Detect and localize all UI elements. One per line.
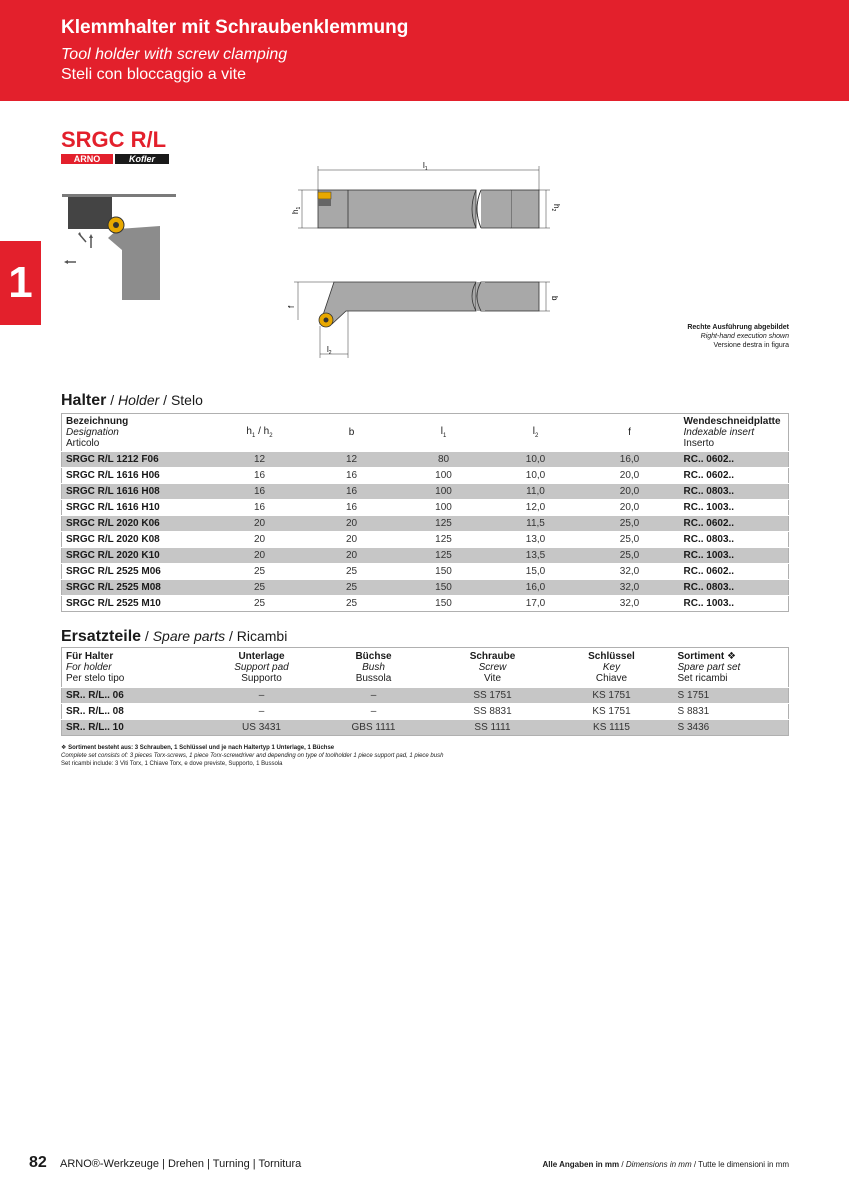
cell-code: SRGC R/L 1616 H06 xyxy=(62,468,212,484)
cell-l1: 125 xyxy=(396,516,492,532)
workpiece-edge xyxy=(62,194,176,197)
page-header xyxy=(0,0,849,101)
table-row xyxy=(62,548,789,564)
cell-f: 25,0 xyxy=(580,516,680,532)
dim-h2: $h_2$ xyxy=(550,204,561,212)
cell-l2: 13,5 xyxy=(492,548,580,564)
footnote-marker-icon: ❖ xyxy=(726,651,736,662)
table-row xyxy=(62,516,789,532)
cell-l2: 10,0 xyxy=(492,452,580,468)
col-b: b xyxy=(348,427,355,438)
cell-insert: RC.. 0602.. xyxy=(680,516,789,532)
header-title-de: Klemmhalter mit Schraubenklemmung xyxy=(61,17,409,38)
cell-screw: SS 1111 xyxy=(436,720,550,736)
cell-f: 20,0 xyxy=(580,468,680,484)
insert-side-icon xyxy=(318,192,331,199)
cell-insert: RC.. 0602.. xyxy=(680,452,789,468)
brand-arno: ARNO xyxy=(61,154,113,164)
cell-pad: US 3431 xyxy=(212,720,312,736)
cell-f: 32,0 xyxy=(580,564,680,580)
holder-top-view xyxy=(320,282,476,324)
table-row xyxy=(62,484,789,500)
table-row xyxy=(62,596,789,612)
cell-f: 20,0 xyxy=(580,484,680,500)
cell-l1: 125 xyxy=(396,532,492,548)
cell-l1: 100 xyxy=(396,500,492,516)
col-f: f xyxy=(628,427,631,438)
cell-insert: RC.. 0602.. xyxy=(680,468,789,484)
cell-b: 20 xyxy=(308,548,396,564)
cell-l2: 12,0 xyxy=(492,500,580,516)
table-row xyxy=(62,468,789,484)
cell-h: 20 xyxy=(212,516,308,532)
cell-f: 25,0 xyxy=(580,548,680,564)
product-title: SRGC R/L xyxy=(61,127,167,152)
cell-screw: SS 8831 xyxy=(436,704,550,720)
cell-l2: 15,0 xyxy=(492,564,580,580)
cell-bush: – xyxy=(312,704,436,720)
col-bush: Büchse Bush Bussola xyxy=(355,651,392,684)
cell-key: KS 1751 xyxy=(550,704,674,720)
cell-key: KS 1751 xyxy=(550,688,674,704)
col-key: Schlüssel Key Chiave xyxy=(588,651,635,684)
cell-insert: RC.. 0602.. xyxy=(680,564,789,580)
chapter-tab: 1 xyxy=(0,241,41,325)
col-l2: $l_2$ xyxy=(532,426,539,439)
header-title-it: Steli con bloccaggio a vite xyxy=(61,66,246,83)
dim-h1: $h_1$ xyxy=(291,206,302,214)
tool-shank xyxy=(108,226,160,300)
table-row xyxy=(62,532,789,548)
dim-l1: $l_1$ xyxy=(423,161,428,172)
cell-f: 25,0 xyxy=(580,532,680,548)
cell-code: SRGC R/L 1616 H10 xyxy=(62,500,212,516)
spare-section-title: Ersatzteile / Spare parts / Ricambi xyxy=(61,628,288,645)
workpiece xyxy=(68,197,112,229)
cell-code: SRGC R/L 2525 M10 xyxy=(62,596,212,612)
cell-bush: GBS 1111 xyxy=(312,720,436,736)
page-number: 82 xyxy=(29,1154,47,1171)
cell-holder: SR.. R/L.. 06 xyxy=(62,688,212,704)
cell-f: 16,0 xyxy=(580,452,680,468)
cell-h: 16 xyxy=(212,500,308,516)
cell-h: 25 xyxy=(212,580,308,596)
col-h1h2: $h_1 / h_2$ xyxy=(246,426,273,439)
spare-set-footnote: ❖ Sortiment besteht aus: 3 Schrauben, 1 Schlüssel und je nach Haltertyp 1 Unterlage, 1 Büchse Complete set consists of: 3 pieces Torx-screws, 1 piece Torx-screwdriver and depending on type of toolholder 1 piece support pad, 1 piece bush Set ricambi include: 3 Viti Torx, 1 Chiave Torx, e dove previste, Supporto, 1 Bussola xyxy=(61,745,444,767)
cell-b: 25 xyxy=(308,596,396,612)
cell-b: 12 xyxy=(308,452,396,468)
table-row xyxy=(62,452,789,468)
technical-drawing xyxy=(280,158,580,364)
cell-l1: 125 xyxy=(396,548,492,564)
cell-l1: 150 xyxy=(396,580,492,596)
table-row xyxy=(62,564,789,580)
cell-l1: 100 xyxy=(396,468,492,484)
cell-b: 16 xyxy=(308,484,396,500)
cell-code: SRGC R/L 2525 M08 xyxy=(62,580,212,596)
holder-section-title: Halter / Holder / Stelo xyxy=(61,392,203,409)
table-row xyxy=(62,500,789,516)
footer-units: Alle Angaben in mm / Dimensions in mm / Tutte le dimensioni in mm xyxy=(542,1160,789,1169)
cell-h: 16 xyxy=(212,484,308,500)
spare-table-header xyxy=(62,648,789,688)
dim-b: b xyxy=(550,296,559,301)
cell-code: SRGC R/L 1212 F06 xyxy=(62,452,212,468)
cell-h: 12 xyxy=(212,452,308,468)
cell-pad: – xyxy=(212,688,312,704)
cell-insert: RC.. 1003.. xyxy=(680,548,789,564)
col-insert: Wendeschneidplatte Indexable insert Inserto xyxy=(683,416,781,449)
cell-set: S 8831 xyxy=(674,704,789,720)
cell-l2: 11,0 xyxy=(492,484,580,500)
cell-f: 20,0 xyxy=(580,500,680,516)
cell-code: SRGC R/L 2020 K10 xyxy=(62,548,212,564)
cell-l2: 10,0 xyxy=(492,468,580,484)
cell-h: 16 xyxy=(212,468,308,484)
footer-breadcrumb: ARNO®-Werkzeuge | Drehen | Turning | Tornitura xyxy=(60,1158,302,1170)
cell-l2: 17,0 xyxy=(492,596,580,612)
cell-b: 16 xyxy=(308,468,396,484)
cell-set: S 3436 xyxy=(674,720,789,736)
cell-insert: RC.. 0803.. xyxy=(680,532,789,548)
footnote-marker-icon: ❖ xyxy=(61,745,67,751)
col-screw: Schraube Screw Vite xyxy=(469,651,516,684)
cell-l1: 80 xyxy=(396,452,492,468)
cell-b: 25 xyxy=(308,564,396,580)
cell-code: SRGC R/L 1616 H08 xyxy=(62,484,212,500)
col-l1: $l_1$ xyxy=(440,426,447,439)
table-row xyxy=(62,720,789,736)
spare-parts-table xyxy=(61,647,789,736)
execution-note: Rechte Ausführung abgebildet Right-hand execution shown Versione destra in figura xyxy=(687,324,789,349)
holder-side-view xyxy=(318,190,476,228)
cell-set: S 1751 xyxy=(674,688,789,704)
cell-b: 25 xyxy=(308,580,396,596)
cell-code: SRGC R/L 2525 M06 xyxy=(62,564,212,580)
cell-l2: 16,0 xyxy=(492,580,580,596)
cell-l2: 11,5 xyxy=(492,516,580,532)
table-row xyxy=(62,580,789,596)
table-row xyxy=(62,704,789,720)
cell-l1: 150 xyxy=(396,564,492,580)
cell-h: 20 xyxy=(212,548,308,564)
cell-h: 25 xyxy=(212,564,308,580)
dim-l2: $l_2$ xyxy=(327,345,332,356)
holder-table-header xyxy=(62,414,789,452)
table-row xyxy=(62,688,789,704)
machining-illustration xyxy=(58,192,180,300)
cell-code: SRGC R/L 2020 K08 xyxy=(62,532,212,548)
cell-insert: RC.. 0803.. xyxy=(680,484,789,500)
holder-table xyxy=(61,413,789,612)
header-title-en: Tool holder with screw clamping xyxy=(61,46,288,63)
col-support-pad: Unterlage Support pad Supporto xyxy=(234,651,289,684)
cell-b: 16 xyxy=(308,500,396,516)
brand-kofler: Kofler xyxy=(115,154,169,164)
cell-b: 20 xyxy=(308,516,396,532)
col-spare-set: Sortiment ❖ Spare part set Set ricambi xyxy=(677,651,741,684)
cell-h: 20 xyxy=(212,532,308,548)
col-designation: Bezeichnung Designation Articolo xyxy=(66,416,129,449)
dim-f: f xyxy=(287,305,296,308)
cell-l1: 150 xyxy=(396,596,492,612)
cell-l2: 13,0 xyxy=(492,532,580,548)
brand-logo xyxy=(61,154,169,164)
cell-holder: SR.. R/L.. 08 xyxy=(62,704,212,720)
cell-insert: RC.. 1003.. xyxy=(680,596,789,612)
cell-code: SRGC R/L 2020 K06 xyxy=(62,516,212,532)
cell-bush: – xyxy=(312,688,436,704)
cell-b: 20 xyxy=(308,532,396,548)
cell-holder: SR.. R/L.. 10 xyxy=(62,720,212,736)
cell-screw: SS 1751 xyxy=(436,688,550,704)
cell-f: 32,0 xyxy=(580,596,680,612)
cell-key: KS 1115 xyxy=(550,720,674,736)
cell-insert: RC.. 0803.. xyxy=(680,580,789,596)
cell-insert: RC.. 1003.. xyxy=(680,500,789,516)
col-for-holder: Für Halter For holder Per stelo tipo xyxy=(66,651,125,684)
cell-l1: 100 xyxy=(396,484,492,500)
cell-f: 32,0 xyxy=(580,580,680,596)
cell-h: 25 xyxy=(212,596,308,612)
cell-pad: – xyxy=(212,704,312,720)
